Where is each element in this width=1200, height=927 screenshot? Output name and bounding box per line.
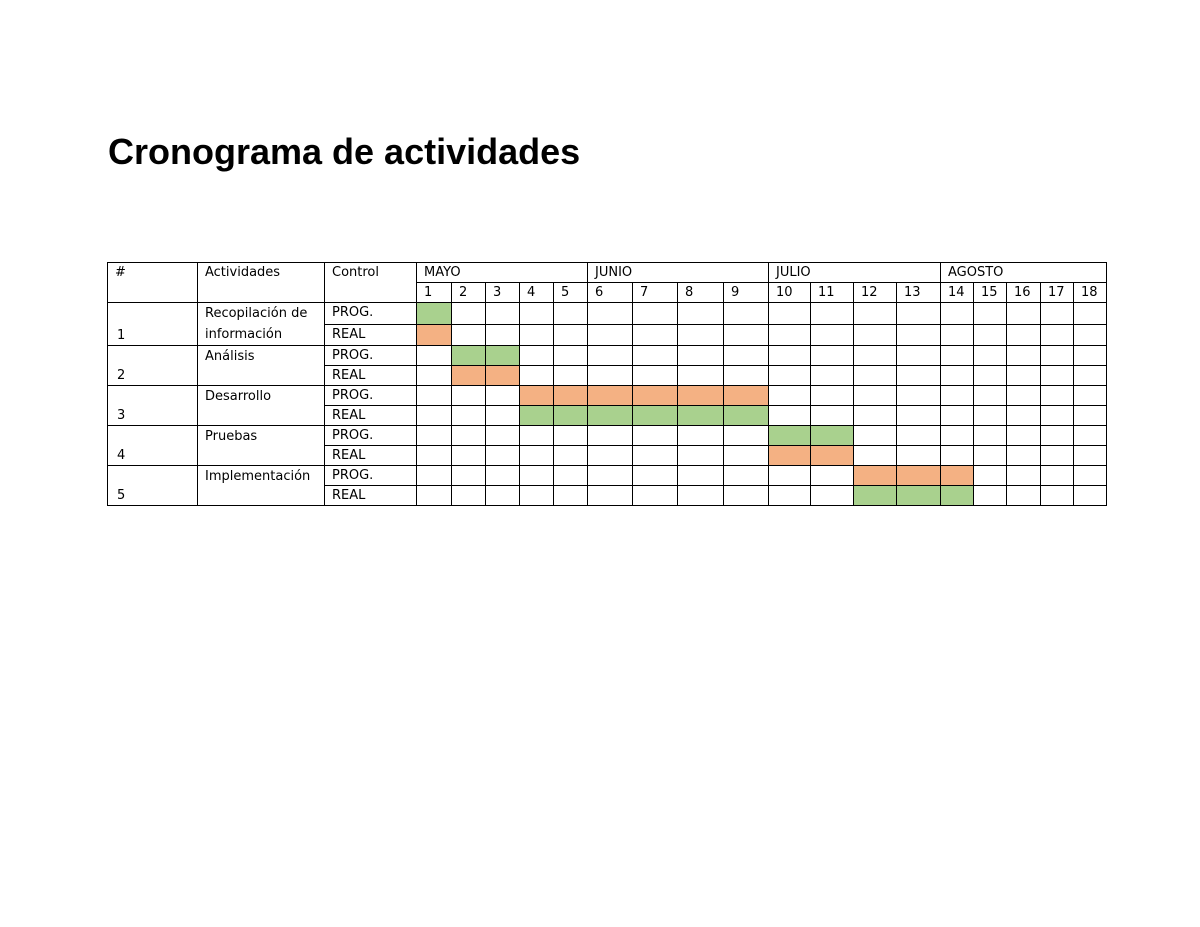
schedule-cell xyxy=(811,324,854,346)
schedule-cell xyxy=(769,366,811,386)
schedule-cell xyxy=(520,486,554,506)
schedule-cell xyxy=(941,346,974,366)
schedule-cell-green xyxy=(417,303,452,325)
schedule-cell xyxy=(486,466,520,486)
schedule-cell xyxy=(941,303,974,325)
control-label: PROG. xyxy=(325,346,417,366)
schedule-cell xyxy=(588,466,633,486)
schedule-cell xyxy=(897,324,941,346)
schedule-cell xyxy=(417,486,452,506)
week-number: 14 xyxy=(941,283,974,303)
schedule-cell xyxy=(974,406,1007,426)
schedule-cell xyxy=(974,386,1007,406)
schedule-cell xyxy=(1007,346,1041,366)
control-label: REAL xyxy=(325,324,417,346)
schedule-cell-orange xyxy=(724,386,769,406)
schedule-cell-green xyxy=(724,406,769,426)
control-label: PROG. xyxy=(325,303,417,325)
month-header: JUNIO xyxy=(588,263,769,283)
week-number: 15 xyxy=(974,283,1007,303)
schedule-cell xyxy=(854,346,897,366)
schedule-cell xyxy=(678,366,724,386)
week-number: 17 xyxy=(1041,283,1074,303)
schedule-cell xyxy=(724,486,769,506)
schedule-cell-orange xyxy=(554,386,588,406)
schedule-cell xyxy=(1041,366,1074,386)
schedule-cell xyxy=(897,386,941,406)
schedule-cell xyxy=(1074,346,1107,366)
schedule-cell xyxy=(1007,324,1041,346)
schedule-cell-orange xyxy=(678,386,724,406)
schedule-cell xyxy=(974,303,1007,325)
schedule-cell xyxy=(811,486,854,506)
schedule-cell xyxy=(1041,346,1074,366)
schedule-cell xyxy=(554,366,588,386)
control-label: REAL xyxy=(325,486,417,506)
schedule-cell xyxy=(633,346,678,366)
schedule-cell-orange xyxy=(417,324,452,346)
schedule-cell xyxy=(724,426,769,446)
schedule-cell-orange xyxy=(941,466,974,486)
schedule-cell xyxy=(1074,426,1107,446)
schedule-cell xyxy=(1074,486,1107,506)
control-label: REAL xyxy=(325,366,417,386)
activity-name: Desarrollo xyxy=(198,386,325,426)
week-number: 9 xyxy=(724,283,769,303)
schedule-cell xyxy=(520,366,554,386)
schedule-cell xyxy=(678,466,724,486)
schedule-cell-green xyxy=(769,426,811,446)
schedule-cell xyxy=(520,346,554,366)
schedule-cell-green xyxy=(854,486,897,506)
schedule-cell xyxy=(633,303,678,325)
schedule-cell-orange xyxy=(452,366,486,386)
activity-number: 4 xyxy=(108,426,198,466)
schedule-cell-orange xyxy=(520,386,554,406)
month-header: MAYO xyxy=(417,263,588,283)
schedule-cell xyxy=(1074,366,1107,386)
schedule-cell xyxy=(452,386,486,406)
schedule-cell-green xyxy=(554,406,588,426)
schedule-cell xyxy=(974,426,1007,446)
schedule-cell xyxy=(678,426,724,446)
schedule-cell xyxy=(854,426,897,446)
schedule-cell xyxy=(417,446,452,466)
schedule-cell xyxy=(897,426,941,446)
schedule-cell xyxy=(417,466,452,486)
schedule-cell xyxy=(854,446,897,466)
schedule-cell xyxy=(941,386,974,406)
table-row xyxy=(108,386,1107,406)
schedule-cell xyxy=(769,486,811,506)
schedule-cell xyxy=(452,486,486,506)
schedule-cell xyxy=(452,406,486,426)
schedule-cell xyxy=(417,386,452,406)
schedule-cell xyxy=(897,406,941,426)
schedule-cell xyxy=(1007,366,1041,386)
schedule-cell-orange xyxy=(897,466,941,486)
schedule-cell xyxy=(588,366,633,386)
schedule-cell xyxy=(520,426,554,446)
schedule-cell xyxy=(1074,386,1107,406)
schedule-cell xyxy=(1007,446,1041,466)
page-title: Cronograma de actividades xyxy=(108,131,581,172)
table-row xyxy=(108,466,1107,486)
control-label: REAL xyxy=(325,406,417,426)
schedule-cell xyxy=(769,346,811,366)
header-num: # xyxy=(108,263,198,303)
schedule-cell xyxy=(974,486,1007,506)
week-number: 12 xyxy=(854,283,897,303)
schedule-cell xyxy=(811,386,854,406)
schedule-cell xyxy=(1041,406,1074,426)
control-label: REAL xyxy=(325,446,417,466)
schedule-cell xyxy=(633,426,678,446)
schedule-cell xyxy=(1041,486,1074,506)
schedule-cell xyxy=(678,303,724,325)
schedule-cell xyxy=(724,466,769,486)
schedule-cell xyxy=(417,366,452,386)
schedule-cell xyxy=(452,303,486,325)
schedule-cell xyxy=(897,446,941,466)
schedule-cell xyxy=(811,466,854,486)
schedule-cell xyxy=(486,406,520,426)
schedule-cell xyxy=(678,324,724,346)
schedule-cell xyxy=(554,486,588,506)
schedule-cell xyxy=(1041,426,1074,446)
schedule-cell-green xyxy=(520,406,554,426)
schedule-cell xyxy=(452,466,486,486)
schedule-cell xyxy=(897,303,941,325)
schedule-cell xyxy=(1074,324,1107,346)
schedule-cell xyxy=(941,426,974,446)
schedule-cell-orange xyxy=(769,446,811,466)
schedule-cell-orange xyxy=(486,366,520,386)
schedule-cell xyxy=(417,346,452,366)
schedule-cell xyxy=(1041,466,1074,486)
schedule-cell xyxy=(520,446,554,466)
header-control: Control xyxy=(325,263,417,303)
schedule-cell xyxy=(974,446,1007,466)
table-row xyxy=(108,426,1107,446)
table-row xyxy=(108,346,1107,366)
schedule-cell xyxy=(588,446,633,466)
schedule-cell-orange xyxy=(811,446,854,466)
schedule-cell xyxy=(941,366,974,386)
schedule-cell xyxy=(724,366,769,386)
week-number: 6 xyxy=(588,283,633,303)
table-row xyxy=(108,303,1107,325)
schedule-cell xyxy=(811,346,854,366)
schedule-cell xyxy=(486,446,520,466)
schedule-cell xyxy=(554,324,588,346)
schedule-cell-green xyxy=(811,426,854,446)
schedule-cell xyxy=(941,406,974,426)
schedule-cell xyxy=(486,386,520,406)
schedule-cell xyxy=(897,346,941,366)
schedule-cell xyxy=(769,466,811,486)
schedule-cell xyxy=(1007,303,1041,325)
schedule-cell xyxy=(1007,406,1041,426)
schedule-cell xyxy=(854,386,897,406)
week-number: 7 xyxy=(633,283,678,303)
schedule-cell xyxy=(769,303,811,325)
schedule-cell-green xyxy=(678,406,724,426)
schedule-cell-green xyxy=(588,406,633,426)
schedule-cell-green xyxy=(897,486,941,506)
schedule-cell xyxy=(588,346,633,366)
schedule-cell xyxy=(1074,406,1107,426)
schedule-cell xyxy=(554,466,588,486)
schedule-cell xyxy=(452,426,486,446)
schedule-cell-orange xyxy=(633,386,678,406)
schedule-cell xyxy=(486,303,520,325)
activity-name: Pruebas xyxy=(198,426,325,466)
schedule-cell xyxy=(854,303,897,325)
schedule-cell-orange xyxy=(588,386,633,406)
schedule-cell xyxy=(588,426,633,446)
control-label: PROG. xyxy=(325,426,417,446)
header-activity: Actividades xyxy=(198,263,325,303)
schedule-cell xyxy=(633,466,678,486)
schedule-cell xyxy=(633,366,678,386)
schedule-cell xyxy=(974,324,1007,346)
schedule-cell xyxy=(854,406,897,426)
schedule-cell xyxy=(678,446,724,466)
schedule-cell xyxy=(486,426,520,446)
schedule-cell xyxy=(1041,446,1074,466)
schedule-cell xyxy=(1007,426,1041,446)
activity-number: 1 xyxy=(108,303,198,346)
activity-name: Recopilación de información xyxy=(198,303,325,346)
schedule-cell xyxy=(588,303,633,325)
schedule-cell xyxy=(974,466,1007,486)
week-number: 16 xyxy=(1007,283,1041,303)
week-number: 11 xyxy=(811,283,854,303)
week-number: 5 xyxy=(554,283,588,303)
schedule-cell xyxy=(1041,386,1074,406)
month-header: JULIO xyxy=(769,263,941,283)
schedule-cell xyxy=(724,324,769,346)
schedule-table xyxy=(107,262,1107,506)
activity-number: 2 xyxy=(108,346,198,386)
schedule-cell xyxy=(678,486,724,506)
schedule-cell xyxy=(554,426,588,446)
week-number: 18 xyxy=(1074,283,1107,303)
header-row-months xyxy=(108,263,1107,283)
schedule-cell-orange xyxy=(854,466,897,486)
schedule-cell xyxy=(724,303,769,325)
week-number: 8 xyxy=(678,283,724,303)
schedule-cell xyxy=(724,446,769,466)
schedule-cell xyxy=(452,324,486,346)
schedule-cell xyxy=(486,324,520,346)
schedule-cell xyxy=(854,324,897,346)
schedule-cell xyxy=(417,406,452,426)
week-number: 13 xyxy=(897,283,941,303)
schedule-cell xyxy=(769,386,811,406)
schedule-cell xyxy=(520,303,554,325)
schedule-cell xyxy=(941,446,974,466)
schedule-cell-green xyxy=(941,486,974,506)
schedule-cell xyxy=(941,324,974,346)
month-header: AGOSTO xyxy=(941,263,1107,283)
schedule-cell xyxy=(554,446,588,466)
week-number: 3 xyxy=(486,283,520,303)
schedule-cell xyxy=(554,303,588,325)
schedule-cell xyxy=(452,446,486,466)
activity-number: 5 xyxy=(108,466,198,506)
schedule-cell xyxy=(1007,486,1041,506)
control-label: PROG. xyxy=(325,386,417,406)
schedule-cell xyxy=(1007,386,1041,406)
schedule-cell xyxy=(811,406,854,426)
schedule-cell xyxy=(588,324,633,346)
schedule-cell xyxy=(1074,466,1107,486)
schedule-cell xyxy=(854,366,897,386)
schedule-cell xyxy=(811,303,854,325)
activity-name: Análisis xyxy=(198,346,325,386)
activity-name: Implementación xyxy=(198,466,325,506)
week-number: 2 xyxy=(452,283,486,303)
schedule-cell xyxy=(811,366,854,386)
schedule-cell xyxy=(769,324,811,346)
schedule-cell xyxy=(678,346,724,366)
schedule-cell-green xyxy=(633,406,678,426)
schedule-cell xyxy=(897,366,941,386)
schedule-cell xyxy=(1041,324,1074,346)
schedule-cell xyxy=(1041,303,1074,325)
schedule-cell-green xyxy=(486,346,520,366)
schedule-cell xyxy=(974,366,1007,386)
schedule-cell-green xyxy=(452,346,486,366)
schedule-cell xyxy=(974,346,1007,366)
week-number: 1 xyxy=(417,283,452,303)
schedule-cell xyxy=(769,406,811,426)
week-number: 4 xyxy=(520,283,554,303)
schedule-cell xyxy=(633,324,678,346)
schedule-cell xyxy=(520,324,554,346)
schedule-cell xyxy=(1074,303,1107,325)
schedule-cell xyxy=(633,486,678,506)
week-number: 10 xyxy=(769,283,811,303)
schedule-cell xyxy=(633,446,678,466)
schedule-cell xyxy=(1074,446,1107,466)
schedule-cell xyxy=(588,486,633,506)
schedule-cell xyxy=(417,426,452,446)
schedule-cell xyxy=(486,486,520,506)
schedule-cell xyxy=(554,346,588,366)
control-label: PROG. xyxy=(325,466,417,486)
schedule-cell xyxy=(1007,466,1041,486)
schedule-cell xyxy=(520,466,554,486)
activity-number: 3 xyxy=(108,386,198,426)
schedule-cell xyxy=(724,346,769,366)
